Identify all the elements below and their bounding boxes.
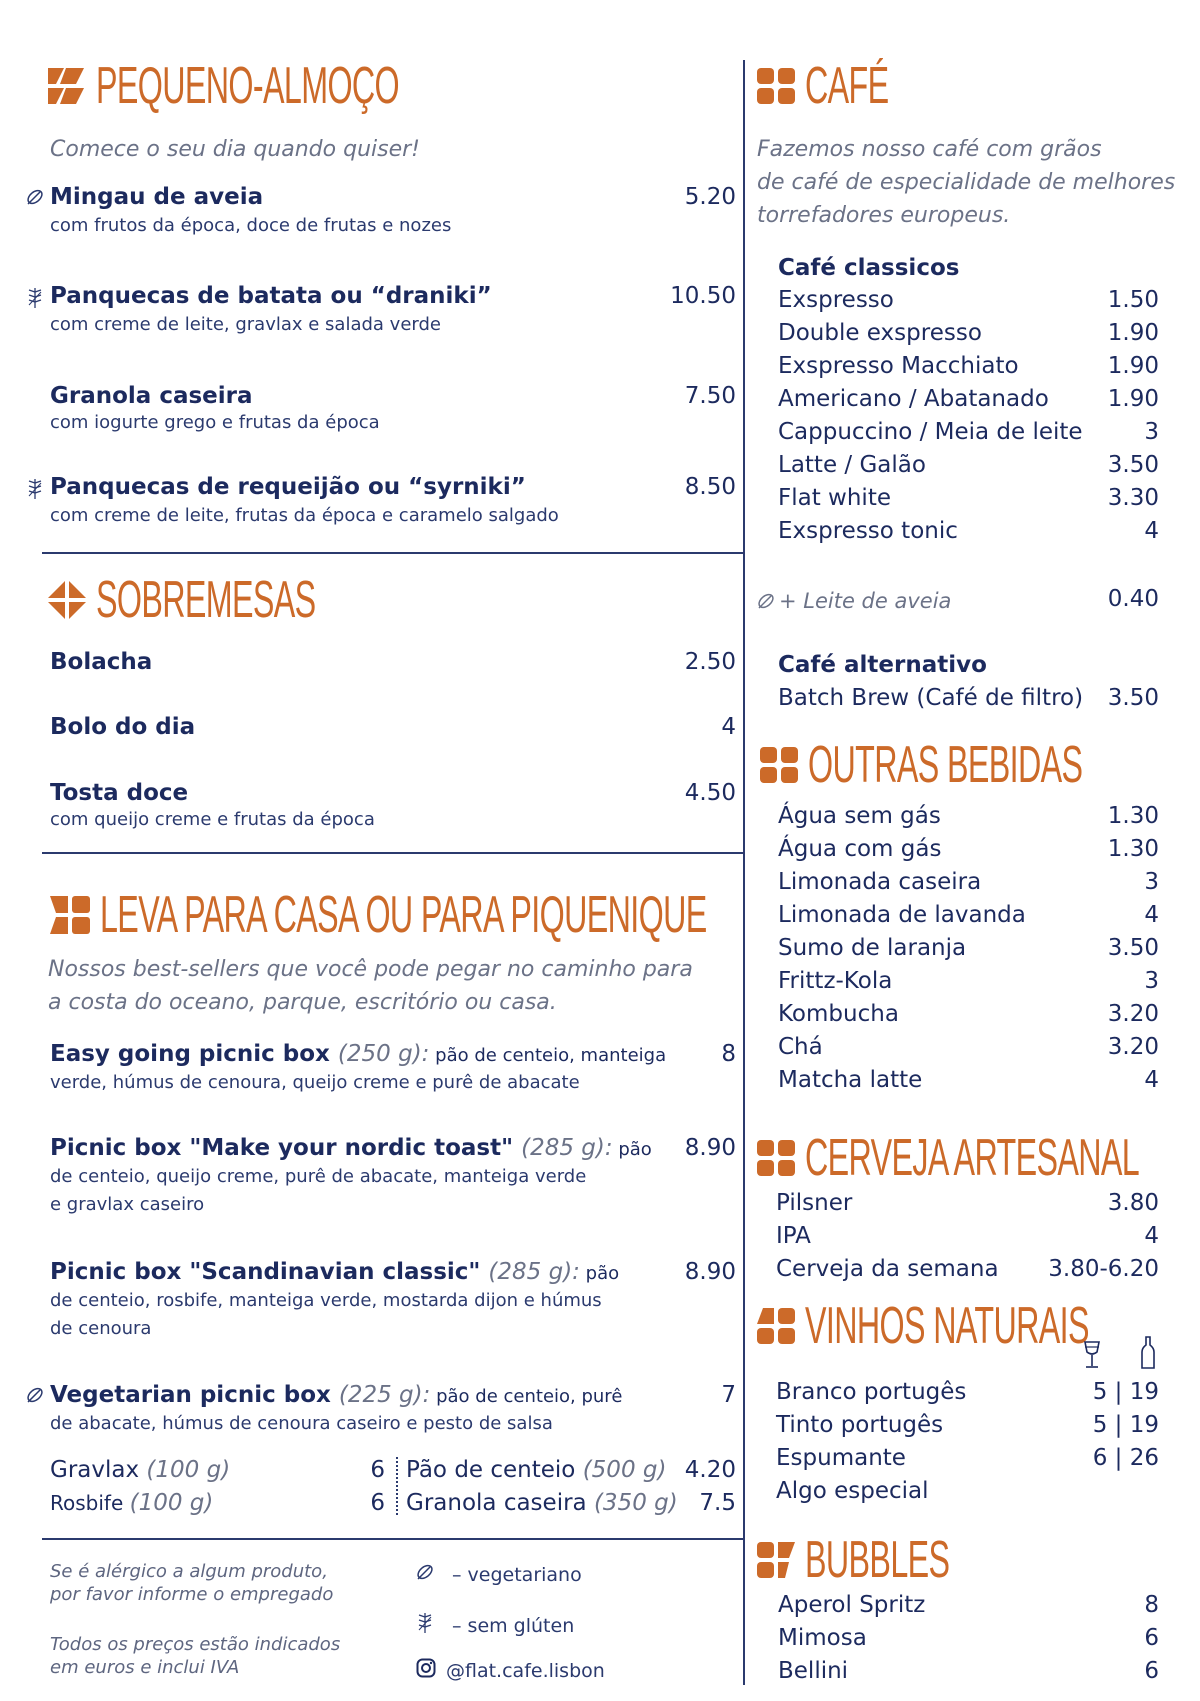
drink-price: 5 | 19 [1092,1379,1159,1405]
drinks-title: OUTRAS BEBIDAS [808,736,1083,794]
drink-name: Mimosa [778,1625,867,1651]
drink-name: Pilsner [776,1190,853,1216]
drink-price: 3 [1144,419,1159,445]
item-price: 5.20 [684,184,736,210]
drink-name: Aperol Spritz [778,1592,926,1618]
drink-price: 3 [1144,869,1159,895]
leaf-icon [26,188,44,210]
takeaway-intro-line-1: Nossos best-sellers que você pode pegar no caminho para [48,957,693,982]
bubbles-title: BUBBLES [805,1531,950,1589]
drink-name: Bellini [778,1658,849,1684]
item-desc: de centeio, rosbife, manteiga verde, mostarda dijon e húmus [50,1290,602,1311]
item-name: Vegetarian picnic box [50,1382,331,1408]
blocks-icon [757,1308,795,1344]
wine-heading [757,1298,1200,1354]
extra-weight: (100 g) [146,1457,231,1483]
drink-name: Água sem gás [778,803,941,829]
section-divider [42,852,744,854]
item-desc-start: pão [612,1139,652,1160]
extra-weight: (100 g) [129,1490,214,1516]
item-name: Picnic box "Make your nordic toast" [50,1135,514,1161]
blocks-icon [760,747,798,783]
drink-name: Chá [778,1034,823,1060]
item-desc: de abacate, húmus de cenoura caseiro e pesto de salsa [50,1413,553,1434]
item-desc-start: pão de centeio, manteiga [429,1045,667,1066]
drink-name: Double exspresso [778,320,982,346]
item-name: Panquecas de requeijão ou “syrniki” [50,474,526,500]
prices-note [50,1633,340,1679]
menu-item [50,647,736,677]
drink-name: Frittz-Kola [778,968,893,994]
drink-price: 3.20 [1107,1001,1159,1027]
item-price: 4.50 [684,780,736,806]
item-price: 10.50 [670,283,736,309]
drink-price: 6 [1144,1625,1159,1651]
diamond-icon [48,581,86,619]
drink-price: 1.30 [1107,836,1159,862]
bubbles-heading [757,1532,1038,1588]
drink-name: Exspresso tonic [778,518,958,544]
drink-price: 1.90 [1107,353,1159,379]
coffee-intro-line-2: de café de especialidade de melhores [757,170,1176,195]
item-price: 8.50 [684,474,736,500]
drink-price: 1.90 [1107,320,1159,346]
item-weight: (285 g): [488,1259,580,1285]
coffee-alt-title: Café alternativo [778,652,987,678]
drink-price: 3.80-6.20 [1048,1256,1159,1282]
item-desc-line-2: de cenoura [50,1318,152,1339]
column-divider [743,60,745,1685]
drink-price: 4 [1144,1067,1159,1093]
item-name: Picnic box "Scandinavian classic" [50,1259,481,1285]
menu-item [50,472,736,530]
item-desc: com queijo creme e frutas da época [50,809,375,830]
extra-weight: (350 g) [593,1490,678,1516]
item-name: Mingau de aveia [50,184,264,210]
drink-price: 3 [1144,968,1159,994]
oat-milk-label: + Leite de aveia [779,589,952,613]
wine-glass-icon [1082,1340,1102,1374]
drink-name: Sumo de laranja [778,935,967,961]
drink-name: Kombucha [778,1001,899,1027]
leaf-icon [26,1386,44,1408]
section-divider [42,1538,744,1540]
item-name: Granola caseira [50,383,253,409]
drink-name: Limonada caseira [778,869,982,895]
item-price: 8.90 [684,1259,736,1285]
coffee-intro-line-1: Fazemos nosso café com grãos [757,137,1102,162]
extras-divider [396,1457,398,1515]
drink-price: 3.50 [1107,452,1159,478]
drink-name: Branco portugês [776,1379,967,1405]
item-name: Bolacha [50,649,153,675]
drink-name: Água com gás [778,836,942,862]
drink-price: 1.90 [1107,386,1159,412]
drink-price: 6 | 26 [1092,1445,1159,1471]
section-divider [42,552,744,554]
drink-name: Americano / Abatanado [778,386,1049,412]
item-desc: com creme de leite, frutas da época e caramelo salgado [50,505,559,526]
oat-milk-price: 0.40 [1107,586,1159,612]
prices-note-line-2: em euros e inclui IVA [50,1657,240,1678]
beer-heading [757,1130,1200,1186]
item-price: 8.90 [684,1135,736,1161]
extra-name: Granola caseira [406,1490,587,1516]
item-price: 8 [721,1041,736,1067]
leaf-icon [416,1563,442,1587]
item-desc: com iogurte grego e frutas da época [50,412,380,433]
beer-title: CERVEJA ARTESANAL [805,1129,1140,1187]
wheat-icon [26,287,44,313]
menu-item [50,1039,736,1097]
drink-price: 3.20 [1107,1034,1159,1060]
drink-price: 3.80 [1107,1190,1159,1216]
blocks-icon [50,896,90,934]
drink-name: Tinto portugês [776,1412,944,1438]
menu-item [50,182,736,240]
item-desc: de centeio, queijo creme, purê de abacate, manteiga verde [50,1166,587,1187]
flag-icon [48,68,86,104]
wine-title: VINHOS NATURAIS [805,1297,1089,1355]
drink-name: IPA [776,1223,811,1249]
item-desc-line-2: e gravlax caseiro [50,1194,205,1215]
menu-item [50,712,736,742]
instagram-handle[interactable] [416,1658,605,1684]
extra-name: Rosbife [50,1491,124,1515]
item-name: Tosta doce [50,780,189,806]
drink-price: 1.30 [1107,803,1159,829]
instagram-icon [416,1658,436,1684]
legend-gluten-free [416,1612,574,1640]
breakfast-intro: Comece o seu dia quando quiser! [50,137,420,162]
extra-price: 6 [370,1490,385,1516]
item-name: Panquecas de batata ou “draniki” [50,283,492,309]
blocks-icon [757,68,795,104]
item-desc-start: pão de centeio, purê [430,1386,623,1407]
extra-name: Gravlax [50,1457,140,1483]
item-name: Bolo do dia [50,714,196,740]
item-desc: com frutos da época, doce de frutas e nozes [50,215,452,236]
desserts-heading [48,572,450,628]
coffee-intro-line-3: torrefadores europeus. [757,203,1011,228]
drink-price: 4 [1144,1223,1159,1249]
item-price: 2.50 [684,649,736,675]
drink-price: 3.50 [1107,685,1159,711]
drink-name: Cerveja da semana [776,1256,999,1282]
wine-bottle-icon [1140,1336,1156,1374]
drink-name: Matcha latte [778,1067,923,1093]
drink-name: Espumante [776,1445,906,1471]
wheat-icon [26,478,44,504]
menu-item [50,778,736,834]
drink-price: 4 [1144,902,1159,928]
drink-name: Algo especial [776,1478,929,1504]
item-name: Easy going picnic box [50,1041,330,1067]
instagram-label: @flat.cafe.lisbon [446,1660,605,1682]
item-weight: (225 g): [338,1382,431,1408]
extra-name: Pão de centeio [406,1457,576,1483]
desserts-title: SOBREMESAS [96,571,316,629]
drink-price: 3.50 [1107,935,1159,961]
item-price: 7.50 [684,383,736,409]
wheat-icon [416,1612,442,1640]
coffee-heading [757,58,940,114]
drinks-heading [760,737,1200,793]
menu-item [50,1257,736,1343]
drink-name: Limonada de lavanda [778,902,1026,928]
extra-price: 4.20 [684,1457,736,1483]
menu-item [50,281,736,339]
allergy-note-line-1: Se é alérgico a algum produto, [50,1561,328,1582]
takeaway-title: LEVA PARA CASA OU PARA PIQUENIQUE [100,886,707,944]
breakfast-title: PEQUENO-ALMOÇO [96,57,400,115]
allergy-note [50,1560,333,1606]
coffee-classic-title: Café classicos [778,255,960,281]
legend-vegetarian-label: – vegetariano [452,1564,582,1586]
drink-price: 8 [1144,1592,1159,1618]
drink-name: Batch Brew (Café de filtro) [778,685,1084,711]
legend-gluten-free-label: – sem glúten [452,1615,575,1637]
drink-name: Exspresso Macchiato [778,353,1019,379]
prices-note-line-1: Todos os preços estão indicados [50,1634,341,1655]
item-desc: com creme de leite, gravlax e salada verde [50,314,441,335]
drink-price: 4 [1144,518,1159,544]
item-price: 4 [721,714,736,740]
drink-name: Exspresso [778,287,894,313]
menu-item [50,1380,736,1438]
item-desc: verde, húmus de cenoura, queijo creme e purê de abacate [50,1072,580,1093]
drink-price: 3.30 [1107,485,1159,511]
item-desc-start: pão [579,1263,620,1284]
drink-price: 1.50 [1107,287,1159,313]
extra-price: 6 [370,1457,385,1483]
blocks-icon [757,1140,795,1176]
leaf-icon [757,588,775,618]
drink-price: 5 | 19 [1092,1412,1159,1438]
drink-name: Latte / Galão [778,452,926,478]
allergy-note-line-2: por favor informe o empregado [50,1584,334,1605]
menu-item [50,381,736,437]
extra-price: 7.5 [699,1490,736,1516]
extra-weight: (500 g) [582,1457,667,1483]
item-price: 7 [721,1382,736,1408]
breakfast-heading [48,58,585,114]
menu-item [50,1133,736,1219]
item-weight: (250 g): [337,1041,430,1067]
blocks-icon [757,1542,795,1578]
drink-price: 6 [1144,1658,1159,1684]
takeaway-intro-line-2: a costa do oceano, parque, escritório ou casa. [48,990,557,1015]
drink-name: Flat white [778,485,891,511]
item-weight: (285 g): [521,1135,613,1161]
drink-name: Cappuccino / Meia de leite [778,419,1083,445]
legend-vegetarian [416,1563,582,1587]
coffee-title: CAFÉ [805,57,889,115]
